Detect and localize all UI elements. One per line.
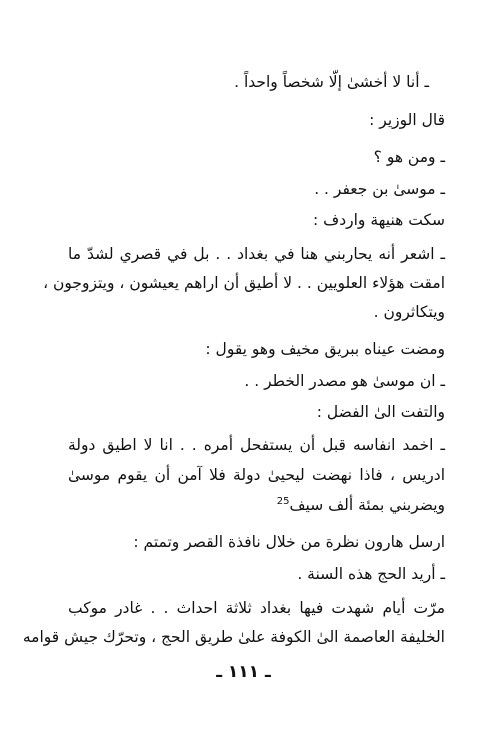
- text-line-9: ومضت عيناه ببريق مخيف وهو يقول :: [205, 340, 445, 358]
- text-line-7: امقت هؤلاء العلويين . . لا أطيق أن اراهم يعيشون ، ويتزوجون ،: [43, 274, 445, 292]
- text-line-16: ـ أريد الحج هذه السنة .: [297, 565, 445, 583]
- text-line-12: ـ اخمد انفاسه قبل أن يستفحل أمره . . انا لا اطيق دولة: [68, 436, 445, 454]
- text-line-14-body: ويضربني بمئة ألف سيف: [289, 496, 445, 514]
- text-line-8: ويتكاثرون .: [373, 303, 445, 321]
- text-line-1: ـ أنا لا أخشىٰ إلّا شخصاً واحداً .: [234, 73, 429, 91]
- text-line-11: والتفت الىٰ الفضل :: [316, 403, 445, 421]
- text-line-15: ارسل هارون نظرة من خلال نافذة القصر وتمتم :: [133, 533, 445, 551]
- page-number: ـ ١١١ ـ: [216, 662, 271, 682]
- text-line-4: ـ موسىٰ بن جعفر . .: [314, 180, 445, 198]
- text-line-2: قال الوزير :: [369, 111, 445, 129]
- text-line-6: ـ اشعر أنه يحاربني هنا في بغداد . . بل في قصري لشدّ ما: [68, 245, 445, 263]
- text-line-17: مرّت أيام شهدت فيها بغداد ثلاثة احداث . . غادر موكب: [68, 599, 445, 617]
- text-line-14: [277, 494, 445, 516]
- text-line-5: سكت هنيهة واردف :: [313, 211, 445, 229]
- text-line-18: الخليفة العاصمة الىٰ الكوفة علىٰ طريق الحج ، وتحرّك جيش قوامه: [22, 628, 445, 646]
- text-line-13: ادريس ، فاذا نهضت ليحيىٰ دولة فلا آمن أن يقوم موسىٰ: [68, 466, 445, 484]
- text-line-10: ـ ان موسىٰ هو مصدر الخطر . .: [244, 372, 445, 390]
- footnote-reference: 25: [276, 495, 290, 507]
- text-line-3: ـ ومن هو ؟: [373, 148, 445, 166]
